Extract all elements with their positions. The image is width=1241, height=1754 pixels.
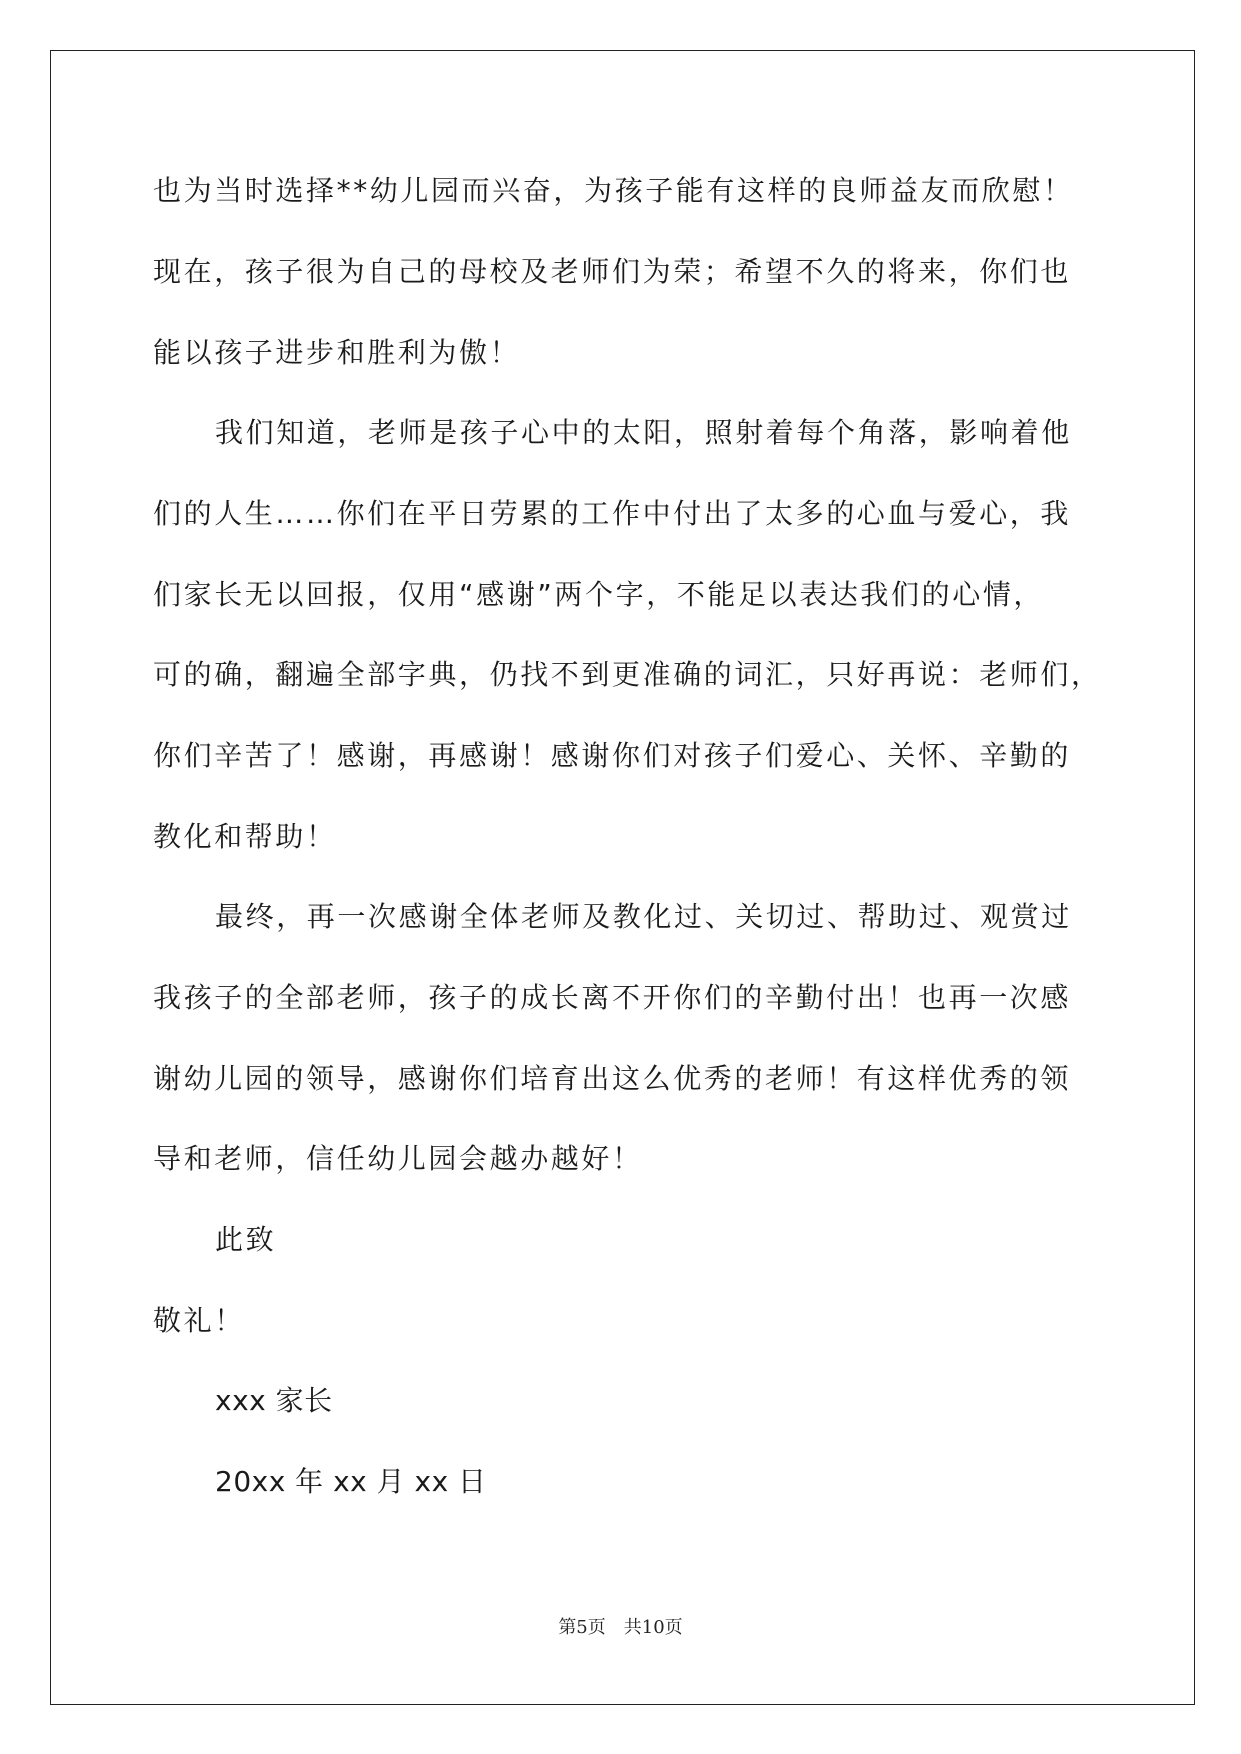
page-indicator: 第5页 共10页 bbox=[558, 1617, 683, 1638]
body-line-3: 能以孩子进步和胜利为傲！ bbox=[153, 336, 521, 369]
signature-date: 20xx 年 xx 月 xx 日 bbox=[215, 1465, 487, 1498]
body-line-4: 我们知道，老师是孩子心中的太阳，照射着每个角落，影响着他 bbox=[215, 416, 1072, 449]
body-line-13: 导和老师，信任幼儿园会越办越好！ bbox=[153, 1142, 643, 1175]
body-line-12: 谢幼儿园的领导，感谢你们培育出这么优秀的老师！有这样优秀的领 bbox=[153, 1062, 1072, 1095]
page-border bbox=[50, 50, 1195, 1705]
closing-regards: 敬礼！ bbox=[153, 1304, 245, 1337]
body-line-11: 我孩子的全部老师，孩子的成长离不开你们的辛勤付出！也再一次感 bbox=[153, 981, 1072, 1014]
signature: xxx 家长 bbox=[215, 1384, 333, 1417]
body-line-1: 也为当时选择**幼儿园而兴奋，为孩子能有这样的良师益友而欣慰！ bbox=[153, 174, 1074, 207]
closing-salutation: 此致 bbox=[215, 1223, 277, 1256]
body-line-9: 教化和帮助！ bbox=[153, 820, 337, 853]
body-line-2: 现在，孩子很为自己的母校及老师们为荣；希望不久的将来，你们也 bbox=[153, 255, 1072, 288]
body-line-6: 们家长无以回报，仅用“感谢”两个字，不能足以表达我们的心情， bbox=[153, 578, 1045, 611]
body-line-7: 可的确，翻遍全部字典，仍找不到更准确的词汇，只好再说：老师们， bbox=[153, 658, 1102, 691]
body-line-10: 最终，再一次感谢全体老师及教化过、关切过、帮助过、观赏过 bbox=[215, 900, 1072, 933]
body-line-5: 们的人生……你们在平日劳累的工作中付出了太多的心血与爱心，我 bbox=[153, 497, 1072, 530]
body-line-8: 你们辛苦了！感谢，再感谢！感谢你们对孩子们爱心、关怀、辛勤的 bbox=[153, 739, 1072, 772]
